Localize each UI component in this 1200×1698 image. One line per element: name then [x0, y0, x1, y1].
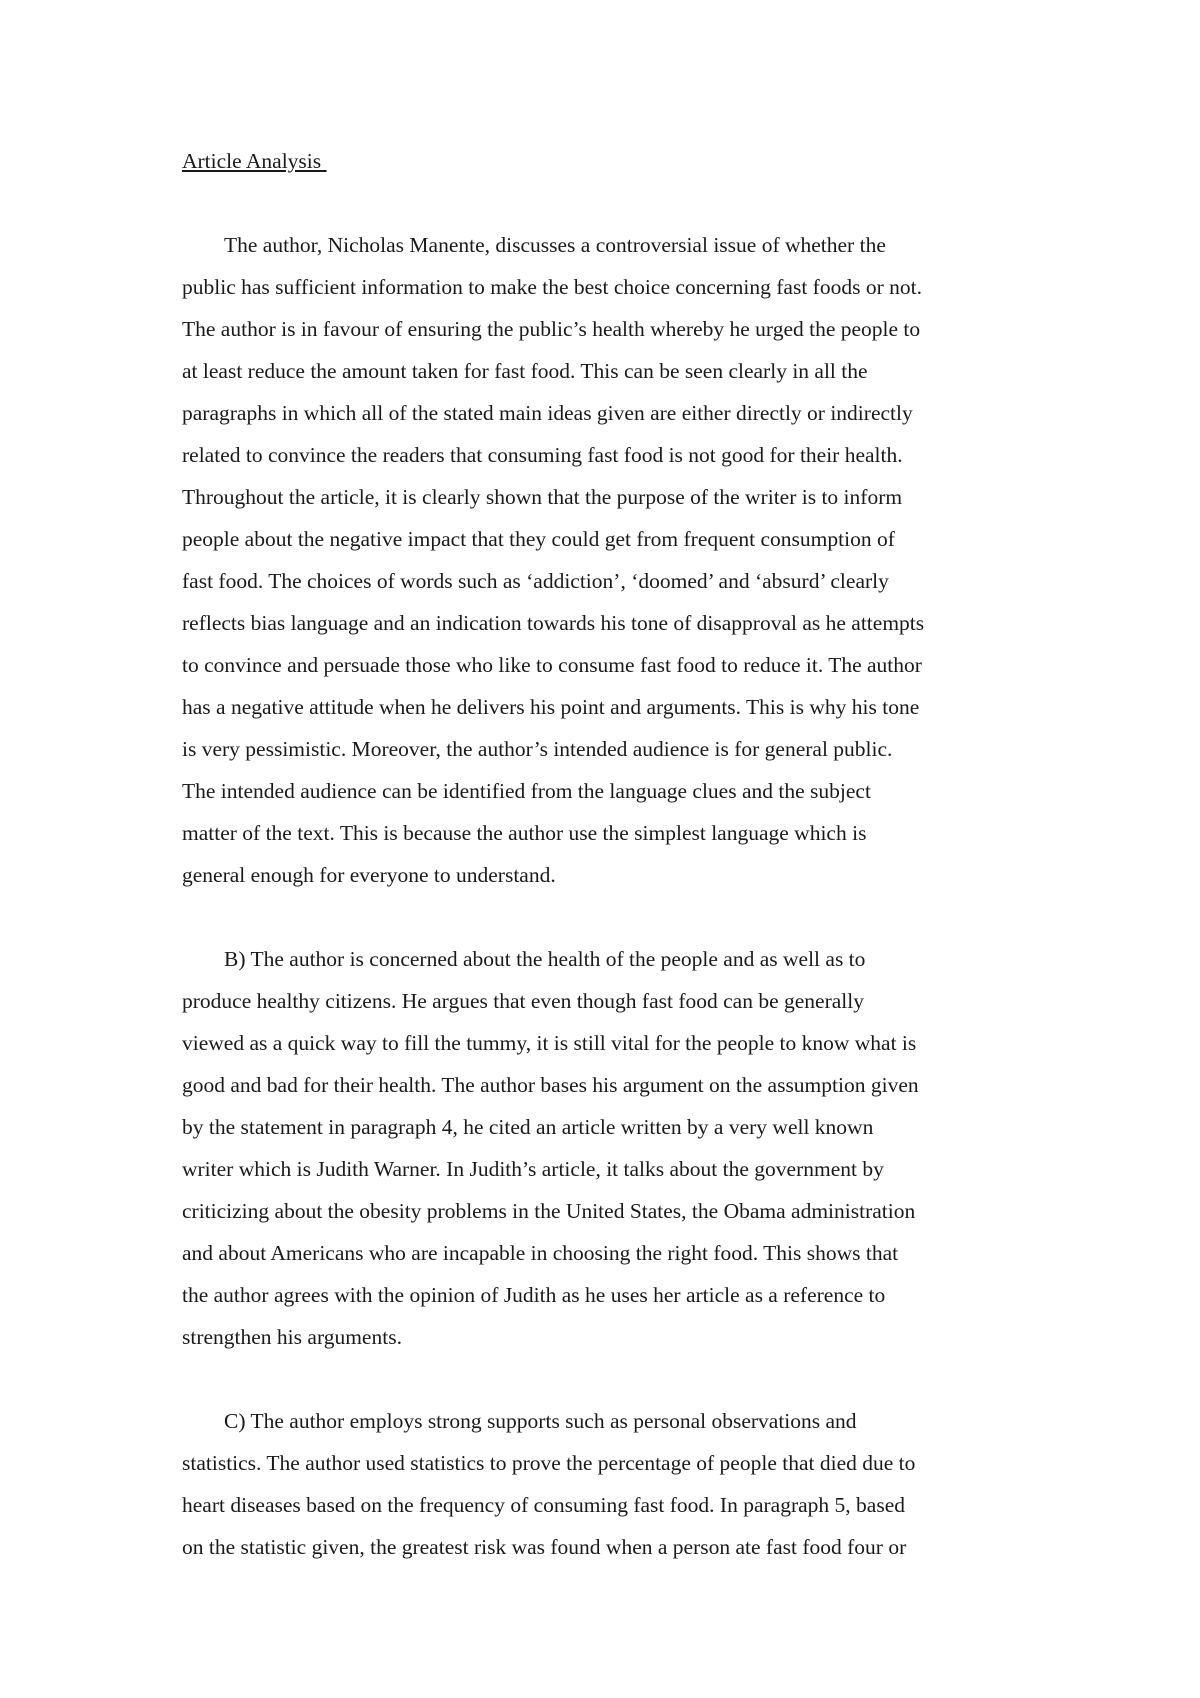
- paragraph-line: C) The author employs strong supports such as personal observations and: [224, 1409, 857, 1433]
- paragraph-line: Throughout the article, it is clearly shown that the purpose of the writer is to inform: [182, 485, 903, 509]
- paragraph-line: writer which is Judith Warner. In Judith’s article, it talks about the government by: [182, 1157, 884, 1181]
- paragraph-line: heart diseases based on the frequency of consuming fast food. In paragraph 5, based: [182, 1493, 905, 1517]
- paragraph-line: related to convince the readers that consuming fast food is not good for their health.: [182, 443, 903, 467]
- spacer: [182, 182, 1042, 224]
- paragraph-line: public has sufficient information to make the best choice concerning fast foods or not.: [182, 275, 922, 299]
- paragraph-line: at least reduce the amount taken for fast food. This can be seen clearly in all the: [182, 359, 868, 383]
- paragraph-line: people about the negative impact that they could get from frequent consumption of: [182, 527, 895, 551]
- paragraph-line: The author is in favour of ensuring the public’s health whereby he urged the people to: [182, 317, 921, 341]
- paragraph-line: is very pessimistic. Moreover, the author’s intended audience is for general public.: [182, 737, 893, 761]
- paragraph-line: strengthen his arguments.: [182, 1325, 402, 1349]
- paragraph-line: general enough for everyone to understand.: [182, 863, 556, 887]
- paragraph-line: fast food. The choices of words such as ‘addiction’, ‘doomed’ and ‘absurd’ clearly: [182, 569, 889, 593]
- paragraph-line: good and bad for their health. The author bases his argument on the assumption given: [182, 1073, 919, 1097]
- paragraph-line: matter of the text. This is because the author use the simplest language which is: [182, 821, 867, 845]
- paragraph-line: and about Americans who are incapable in choosing the right food. This shows that: [182, 1241, 899, 1265]
- page-title: Article Analysis: [182, 149, 327, 173]
- paragraph-line: by the statement in paragraph 4, he cited an article written by a very well known: [182, 1115, 874, 1139]
- paragraph-line: B) The author is concerned about the health of the people and as well as to: [224, 947, 866, 971]
- spacer: [182, 896, 1042, 938]
- paragraph-line: produce healthy citizens. He argues that even though fast food can be generally: [182, 989, 864, 1013]
- paragraph-line: on the statistic given, the greatest risk was found when a person ate fast food four or: [182, 1535, 907, 1559]
- spacer: [182, 1358, 1042, 1400]
- paragraph-line: The author, Nicholas Manente, discusses a controversial issue of whether the: [224, 233, 886, 257]
- paragraph-line: statistics. The author used statistics to prove the percentage of people that died due to: [182, 1451, 916, 1475]
- paragraph-line: to convince and persuade those who like to consume fast food to reduce it. The author: [182, 653, 922, 677]
- paragraph-line: viewed as a quick way to fill the tummy, it is still vital for the people to know what is: [182, 1031, 917, 1055]
- paragraph-line: paragraphs in which all of the stated main ideas given are either directly or indirectly: [182, 401, 913, 425]
- paragraph-line: the author agrees with the opinion of Judith as he uses her article as a reference to: [182, 1283, 886, 1307]
- document-page: [182, 140, 1042, 1568]
- paragraph-line: The intended audience can be identified from the language clues and the subject: [182, 779, 871, 803]
- paragraph-line: has a negative attitude when he delivers his point and arguments. This is why his tone: [182, 695, 920, 719]
- paragraph-3: [182, 1400, 1042, 1568]
- paragraph-line: criticizing about the obesity problems in the United States, the Obama administration: [182, 1199, 916, 1223]
- paragraph-line: reflects bias language and an indication towards his tone of disapproval as he attempts: [182, 611, 925, 635]
- paragraph-2: [182, 938, 1042, 1358]
- paragraph-1: [182, 224, 1042, 896]
